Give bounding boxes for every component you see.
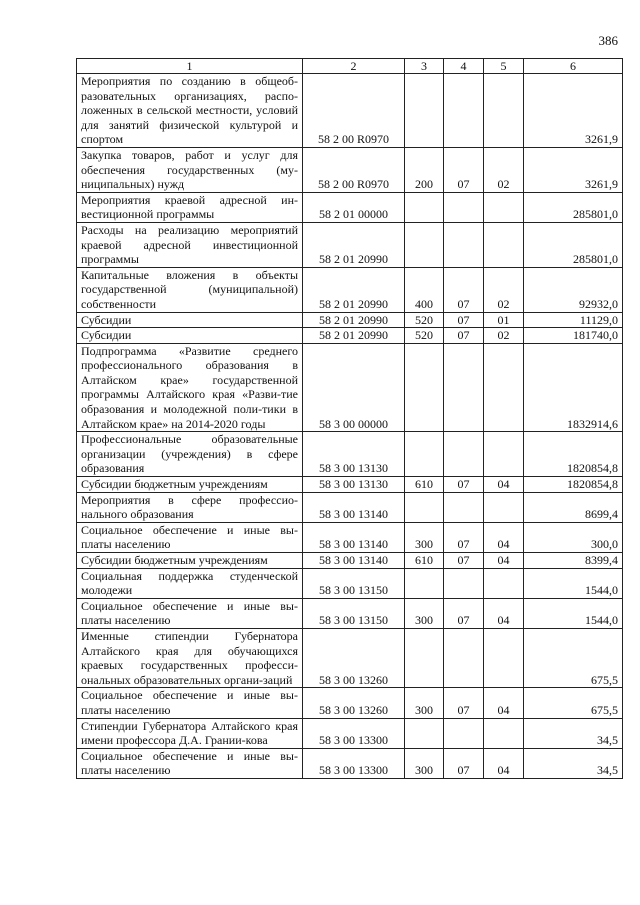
cell-rz bbox=[444, 432, 484, 477]
header-cell: 2 bbox=[303, 59, 405, 74]
cell-vr bbox=[405, 222, 444, 267]
cell-name: Социальное обеспечение и иные вы-платы населению bbox=[77, 688, 303, 718]
cell-name: Капитальные вложения в объекты государственной (муниципальной) собственности bbox=[77, 267, 303, 312]
cell-pr bbox=[484, 74, 524, 148]
cell-rz: 07 bbox=[444, 312, 484, 328]
cell-amount: 1820854,8 bbox=[524, 477, 623, 493]
header-cell: 1 bbox=[77, 59, 303, 74]
cell-name: Социальное обеспечение и иные вы-платы населению bbox=[77, 748, 303, 778]
cell-code: 58 2 00 R0970 bbox=[303, 147, 405, 192]
cell-amount: 675,5 bbox=[524, 688, 623, 718]
cell-pr: 02 bbox=[484, 147, 524, 192]
cell-vr bbox=[405, 568, 444, 598]
cell-name: Субсидии бюджетным учреждениям bbox=[77, 477, 303, 493]
cell-name: Закупка товаров, работ и услуг для обеспечения государственных (му-ниципальных) нужд bbox=[77, 147, 303, 192]
table-row bbox=[77, 192, 623, 222]
cell-rz bbox=[444, 74, 484, 148]
cell-amount: 1544,0 bbox=[524, 568, 623, 598]
table-row bbox=[77, 568, 623, 598]
cell-name: Субсидии бюджетным учреждениям bbox=[77, 553, 303, 569]
cell-pr bbox=[484, 718, 524, 748]
cell-code: 58 3 00 00000 bbox=[303, 343, 405, 432]
cell-vr: 520 bbox=[405, 312, 444, 328]
cell-code: 58 3 00 13140 bbox=[303, 522, 405, 552]
cell-amount: 300,0 bbox=[524, 522, 623, 552]
cell-name: Профессиональные образовательные организации (учреждения) в сфере образования bbox=[77, 432, 303, 477]
header-row bbox=[77, 59, 623, 74]
header-cell: 6 bbox=[524, 59, 623, 74]
cell-code: 58 3 00 13140 bbox=[303, 492, 405, 522]
cell-code: 58 3 00 13150 bbox=[303, 568, 405, 598]
cell-code: 58 3 00 13130 bbox=[303, 432, 405, 477]
cell-code: 58 3 00 13260 bbox=[303, 628, 405, 687]
cell-code: 58 3 00 13140 bbox=[303, 553, 405, 569]
cell-vr bbox=[405, 432, 444, 477]
cell-name: Именные стипендии Губернатора Алтайского края для обучающихся краевых государственных професси-ональных образовательных органи-заций bbox=[77, 628, 303, 687]
table-row bbox=[77, 718, 623, 748]
table-row bbox=[77, 222, 623, 267]
page-number: 386 bbox=[598, 33, 618, 48]
cell-amount: 675,5 bbox=[524, 628, 623, 687]
cell-amount: 1832914,6 bbox=[524, 343, 623, 432]
cell-pr bbox=[484, 222, 524, 267]
cell-vr: 400 bbox=[405, 267, 444, 312]
cell-vr: 300 bbox=[405, 522, 444, 552]
cell-name: Социальная поддержка студенческой молодежи bbox=[77, 568, 303, 598]
header-cell: 4 bbox=[444, 59, 484, 74]
cell-amount: 11129,0 bbox=[524, 312, 623, 328]
cell-pr: 04 bbox=[484, 598, 524, 628]
cell-rz: 07 bbox=[444, 748, 484, 778]
cell-pr: 04 bbox=[484, 553, 524, 569]
cell-vr: 610 bbox=[405, 553, 444, 569]
cell-code: 58 3 00 13260 bbox=[303, 688, 405, 718]
cell-name: Субсидии bbox=[77, 312, 303, 328]
cell-code: 58 2 00 R0970 bbox=[303, 74, 405, 148]
table-row bbox=[77, 748, 623, 778]
cell-vr: 610 bbox=[405, 477, 444, 493]
cell-name: Мероприятия в сфере профессио-нального образования bbox=[77, 492, 303, 522]
cell-code: 58 2 01 20990 bbox=[303, 312, 405, 328]
cell-rz: 07 bbox=[444, 522, 484, 552]
cell-vr bbox=[405, 343, 444, 432]
cell-pr: 02 bbox=[484, 267, 524, 312]
cell-code: 58 3 00 13300 bbox=[303, 718, 405, 748]
cell-pr: 04 bbox=[484, 477, 524, 493]
cell-pr bbox=[484, 492, 524, 522]
cell-vr bbox=[405, 74, 444, 148]
cell-rz bbox=[444, 568, 484, 598]
cell-amount: 34,5 bbox=[524, 748, 623, 778]
header-cell: 3 bbox=[405, 59, 444, 74]
cell-amount: 1820854,8 bbox=[524, 432, 623, 477]
cell-amount: 3261,9 bbox=[524, 147, 623, 192]
table-row bbox=[77, 147, 623, 192]
cell-name: Социальное обеспечение и иные вы-платы населению bbox=[77, 522, 303, 552]
cell-amount: 34,5 bbox=[524, 718, 623, 748]
cell-pr: 01 bbox=[484, 312, 524, 328]
cell-code: 58 2 01 00000 bbox=[303, 192, 405, 222]
cell-pr: 04 bbox=[484, 748, 524, 778]
cell-rz bbox=[444, 192, 484, 222]
cell-rz bbox=[444, 718, 484, 748]
cell-rz: 07 bbox=[444, 688, 484, 718]
cell-rz: 07 bbox=[444, 147, 484, 192]
table-row bbox=[77, 553, 623, 569]
cell-rz: 07 bbox=[444, 598, 484, 628]
cell-vr: 200 bbox=[405, 147, 444, 192]
cell-vr: 300 bbox=[405, 748, 444, 778]
cell-pr bbox=[484, 432, 524, 477]
table-row bbox=[77, 628, 623, 687]
cell-amount: 8699,4 bbox=[524, 492, 623, 522]
table-row bbox=[77, 492, 623, 522]
cell-pr bbox=[484, 343, 524, 432]
cell-name: Субсидии bbox=[77, 328, 303, 344]
cell-name: Мероприятия краевой адресной ин-вестиционной программы bbox=[77, 192, 303, 222]
cell-rz: 07 bbox=[444, 477, 484, 493]
table-row bbox=[77, 522, 623, 552]
cell-pr bbox=[484, 568, 524, 598]
cell-vr bbox=[405, 628, 444, 687]
cell-vr bbox=[405, 492, 444, 522]
table-row bbox=[77, 312, 623, 328]
cell-vr: 520 bbox=[405, 328, 444, 344]
cell-rz bbox=[444, 343, 484, 432]
cell-amount: 8399,4 bbox=[524, 553, 623, 569]
cell-amount: 92932,0 bbox=[524, 267, 623, 312]
table-row bbox=[77, 328, 623, 344]
cell-code: 58 3 00 13130 bbox=[303, 477, 405, 493]
cell-amount: 3261,9 bbox=[524, 74, 623, 148]
cell-amount: 1544,0 bbox=[524, 598, 623, 628]
cell-pr: 04 bbox=[484, 522, 524, 552]
cell-amount: 285801,0 bbox=[524, 222, 623, 267]
cell-name: Подпрограмма «Развитие среднего профессионального образования в Алтайском крае» государственной программы Алтайского края «Разви-тие образования и молодежной поли-тики в Алтайском крае» на 2014-2020 годы bbox=[77, 343, 303, 432]
table-row bbox=[77, 688, 623, 718]
table-row bbox=[77, 477, 623, 493]
cell-amount: 285801,0 bbox=[524, 192, 623, 222]
cell-code: 58 2 01 20990 bbox=[303, 328, 405, 344]
cell-pr bbox=[484, 628, 524, 687]
cell-name: Расходы на реализацию мероприятий краевой адресной инвестиционной программы bbox=[77, 222, 303, 267]
table-row bbox=[77, 432, 623, 477]
cell-vr bbox=[405, 192, 444, 222]
cell-vr: 300 bbox=[405, 598, 444, 628]
cell-code: 58 3 00 13300 bbox=[303, 748, 405, 778]
cell-code: 58 2 01 20990 bbox=[303, 222, 405, 267]
cell-rz: 07 bbox=[444, 267, 484, 312]
table-row bbox=[77, 267, 623, 312]
table-row bbox=[77, 598, 623, 628]
cell-rz bbox=[444, 492, 484, 522]
header-cell: 5 bbox=[484, 59, 524, 74]
cell-code: 58 3 00 13150 bbox=[303, 598, 405, 628]
cell-rz: 07 bbox=[444, 328, 484, 344]
cell-name: Стипендии Губернатора Алтайского края имени профессора Д.А. Грании-кова bbox=[77, 718, 303, 748]
cell-vr: 300 bbox=[405, 688, 444, 718]
cell-rz bbox=[444, 222, 484, 267]
cell-vr bbox=[405, 718, 444, 748]
cell-pr bbox=[484, 192, 524, 222]
cell-rz: 07 bbox=[444, 553, 484, 569]
cell-pr: 02 bbox=[484, 328, 524, 344]
cell-name: Мероприятия по созданию в общеоб-разовательных организациях, распо-ложенных в сельской местности, условий для занятий физической культурой и спортом bbox=[77, 74, 303, 148]
cell-code: 58 2 01 20990 bbox=[303, 267, 405, 312]
cell-amount: 181740,0 bbox=[524, 328, 623, 344]
table-row bbox=[77, 343, 623, 432]
cell-rz bbox=[444, 628, 484, 687]
cell-pr: 04 bbox=[484, 688, 524, 718]
budget-table bbox=[76, 58, 623, 779]
table-row bbox=[77, 74, 623, 148]
cell-name: Социальное обеспечение и иные вы-платы населению bbox=[77, 598, 303, 628]
